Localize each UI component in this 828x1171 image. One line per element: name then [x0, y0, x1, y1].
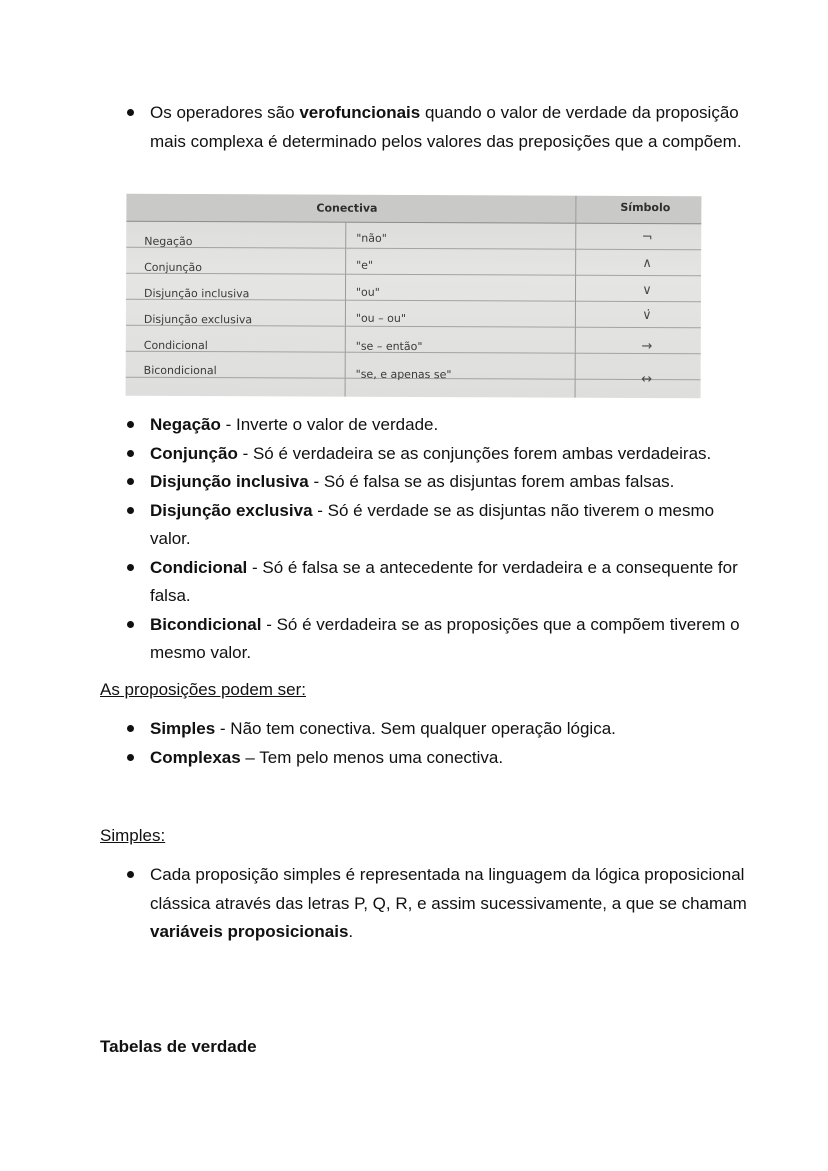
type-term: Simples: [150, 719, 216, 738]
table-row-name: Conjunção: [144, 260, 203, 275]
definitions-list: [150, 411, 750, 668]
list-item: [150, 440, 750, 469]
type-text: – Tem pelo menos uma conectiva.: [240, 747, 504, 767]
intro-item: [150, 99, 750, 156]
definition-term: Disjunção inclusiva: [150, 472, 309, 491]
list-item: [150, 468, 750, 497]
table-row-name: Condicional: [143, 338, 208, 353]
negation-symbol: ¬: [641, 229, 653, 246]
definition-text: - Só é falsa se as disjuntas forem ambas falsas.: [308, 472, 675, 491]
definition-term: Condicional: [150, 557, 248, 577]
intro-list: [150, 99, 750, 156]
types-heading: As proposições podem ser:: [100, 680, 306, 699]
list-item: [150, 861, 750, 947]
conjunction-symbol: ∧: [642, 255, 652, 272]
table-row-expression: "se, e apenas se": [355, 367, 452, 382]
simple-list: [150, 861, 750, 947]
simple-note-suffix: .: [348, 922, 354, 941]
table-row-expression: "se – então": [355, 339, 423, 354]
definition-text: - Só é falsa se a antecedente for verdadeira e a consequente for falsa.: [150, 557, 738, 605]
definition-term: Negação: [150, 415, 221, 434]
truth-tables-heading: Tabelas de verdade: [100, 1037, 257, 1056]
type-term: Complexas: [150, 747, 241, 767]
definition-text: - Só é verdade se as disjuntas não tiverem o mesmo valor.: [150, 500, 715, 548]
exclusive-disjunction-symbol: ∨̇: [642, 307, 652, 324]
list-item: [150, 497, 750, 554]
connective-table-photo: [126, 194, 702, 399]
conditional-arrow-icon: →: [641, 338, 653, 355]
simple-note-prefix: Cada proposição simples é representada na linguagem da lógica proposicional clássica através das letras P, Q, R, e assim sucessivamente, a que se chamam: [150, 865, 747, 913]
list-item: [150, 744, 750, 773]
intro-bold-term: verofuncionais: [299, 103, 421, 122]
table-row-expression: "e": [356, 258, 374, 272]
simple-heading: Simples:: [100, 826, 166, 845]
definition-text: - Inverte o valor de verdade.: [220, 415, 439, 434]
table-divider: [126, 273, 701, 277]
list-item: [150, 611, 750, 668]
type-text: - Não tem conectiva. Sem qualquer operação lógica.: [215, 719, 616, 738]
intro-prefix: Os operadores são: [150, 103, 300, 122]
table-row-expression: "não": [356, 231, 387, 245]
table-header-bar: [126, 194, 701, 225]
table-divider: [126, 247, 701, 251]
definition-term: Bicondicional: [150, 614, 262, 634]
definition-term: Conjunção: [150, 443, 238, 463]
inclusive-disjunction-symbol: ∨: [642, 282, 652, 299]
table-row-name: Disjunção inclusiva: [143, 286, 250, 301]
table-row-name: Bicondicional: [143, 363, 217, 378]
header-connective: Conectiva: [316, 201, 378, 215]
types-list: [150, 715, 750, 772]
definition-text: - Só é verdadeira se as proposições que a compõem tiverem o mesmo valor.: [150, 614, 740, 662]
table-row-expression: "ou – ou": [355, 311, 406, 325]
list-item: [150, 411, 750, 440]
header-symbol: Símbolo: [620, 200, 671, 215]
definition-term: Disjunção exclusiva: [150, 500, 313, 520]
biconditional-arrow-icon: ↔: [641, 371, 653, 388]
list-item: [150, 554, 750, 611]
simple-note-bold: variáveis proposicionais: [150, 922, 349, 941]
list-item: [150, 715, 750, 744]
table-divider: [575, 196, 577, 398]
definition-text: - Só é verdadeira se as conjunções forem ambas verdadeiras.: [237, 443, 712, 463]
table-row-name: Negação: [144, 234, 193, 249]
table-row-expression: "ou": [355, 285, 380, 299]
intro-suffix: quando o valor de verdade da proposição mais complexa é determinado pelos valores das preposições que a compõem.: [150, 103, 742, 151]
table-row-name: Disjunção exclusiva: [143, 312, 253, 327]
